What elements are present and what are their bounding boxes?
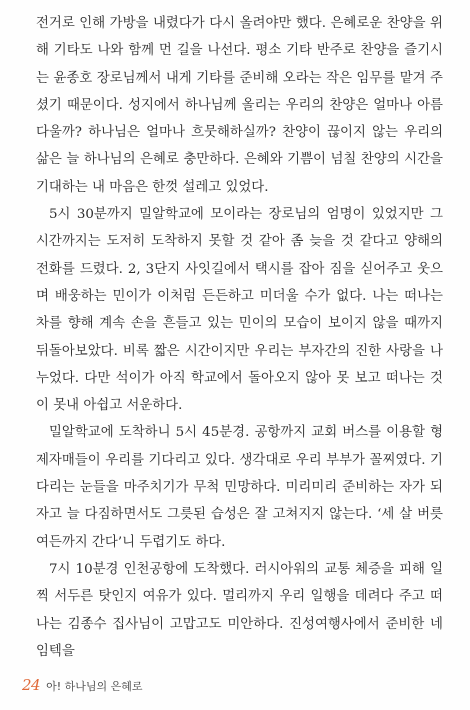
paragraph: 5시 30분까지 밀알학교에 모이라는 장로님의 엄명이 있었지만 그 시간까지는 도저히 도착하지 못할 것 같아 좀 늦을 것 같다고 양해의 전화를 드렸다. 2, 3단지 사잇길에서 택시를 잡아 짐을 싣어주고 웃으며 배웅하는 민이가 이처럼 든든하고 미더울 수가 없다. 나는 떠나는 차를 향해 계속 손을 흔들고 있는 민이의 모습이 보이지 않을 때까지 뒤돌아보았다. 비록 짧은 시간이지만 우리는 부자간의 진한 사랑을 나누었다. 다만 석이가 아직 학교에서 돌아오지 않아 못 보고 떠나는 것이 못내 아쉽고 서운하다.	[36, 207, 443, 414]
paragraph: 7시 10분경 인천공항에 도착했다. 러시아워의 교통 체증을 피해 일찍 서두른 탓인지 여유가 있다. 멀리까지 우리 일행을 데려다 주고 떠나는 김종수 집사님이 고맙고도 미안하다. 진성여행사에서 준비한 네임텍을	[36, 561, 443, 659]
page-number: 24	[22, 676, 41, 694]
paragraph: 전거로 인해 가방을 내렸다가 다시 올려야만 했다. 은혜로운 찬양을 위해 기타도 나와 함께 먼 길을 나선다. 평소 기타 반주로 찬양을 즐기시는 윤종호 장로님께서 내게 기타를 준비해 오라는 작은 임무를 맡겨 주셨기 때문이다. 성지에서 하나님께 올리는 우리의 찬양은 얼마나 아름다울까? 하나님은 얼마나 흐뭇해하실까? 찬양이 끊이지 않는 우리의 삶은 늘 하나님의 은혜로 충만하다. 은혜와 기쁨이 넘칠 찬양의 시간을 기대하는 내 마음은 한껏 설레고 있었다.	[36, 16, 443, 195]
page-footer	[22, 676, 143, 694]
running-title: 아! 하나님의 은혜로	[46, 680, 143, 693]
paragraph: 밀알학교에 도착하니 5시 45분경. 공항까지 교회 버스를 이용할 형제자매들이 우리를 기다리고 있다. 생각대로 우리 부부가 꼴찌였다. 기다리는 눈들을 마주치기가 무척 민망하다. 미리미리 준비하는 자가 되자고 늘 다짐하면서도 그릇된 습성은 잘 고쳐지지 않는다. ‘세 살 버릇 여든까지 간다’니 두렵기도 하다.	[36, 425, 443, 550]
body-text	[36, 10, 443, 665]
